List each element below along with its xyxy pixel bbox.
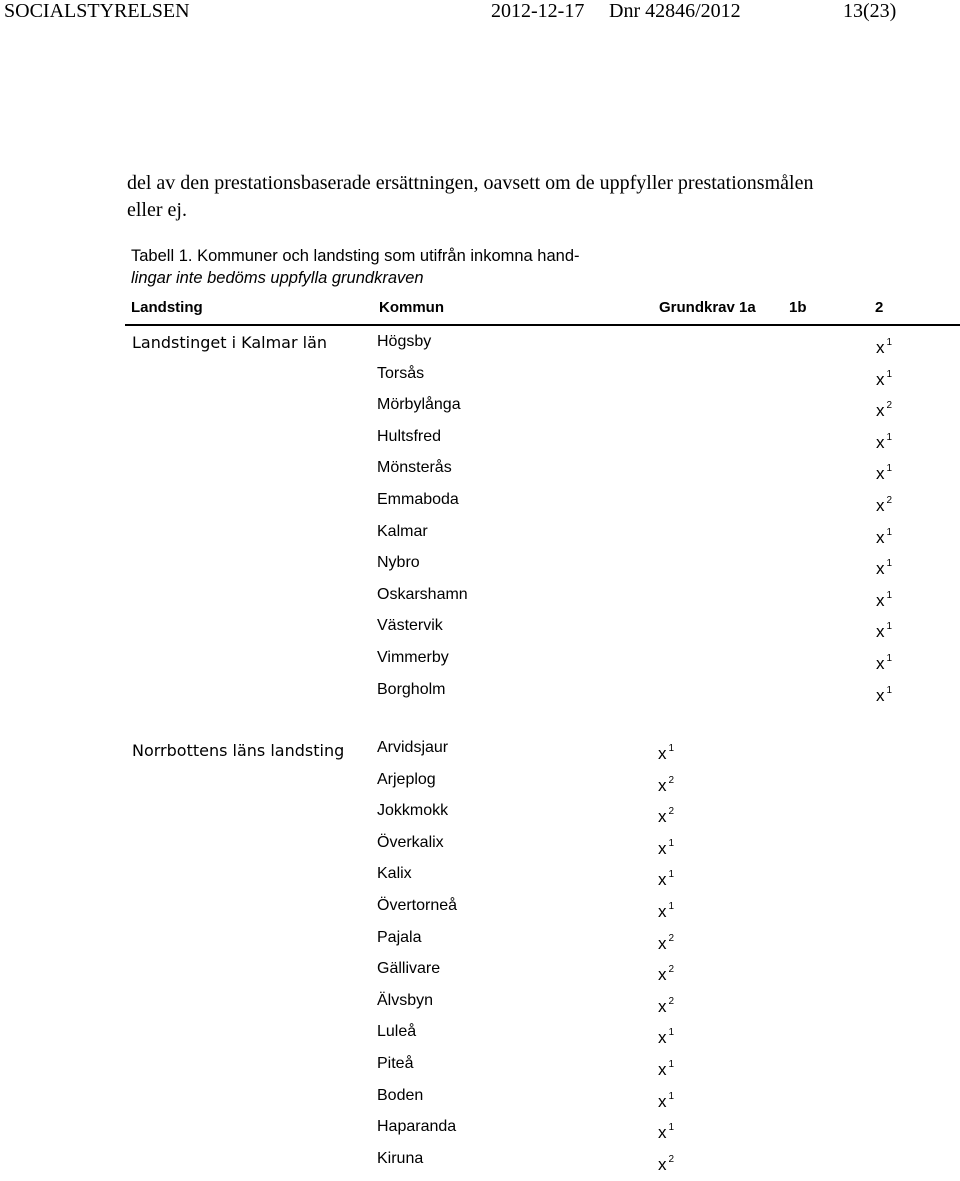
- mark-cell: [658, 775, 674, 796]
- table-row: [0, 865, 960, 897]
- mark-x: x: [876, 496, 885, 515]
- footnote-ref: 1: [886, 526, 893, 538]
- mark-x: x: [658, 807, 667, 827]
- mark-cell: [658, 964, 674, 985]
- mark-cell: [876, 495, 892, 516]
- kommun-cell: Kalmar: [377, 522, 428, 540]
- landsting-cell: Norrbottens läns landsting: [132, 741, 345, 760]
- landsting-cell: Landstinget i Kalmar län: [132, 333, 328, 352]
- kommun-cell: Arvidsjaur: [377, 739, 449, 756]
- mark-cell: [658, 1059, 674, 1080]
- kommun-cell: Jokkmokk: [377, 802, 449, 820]
- kommun-cell: Nybro: [377, 554, 420, 572]
- mark-x: x: [876, 527, 885, 547]
- table-row: [0, 1055, 960, 1087]
- caption-label: Tabell 1.: [131, 247, 193, 265]
- table-caption: [131, 245, 731, 289]
- footnote-ref: 1: [886, 368, 893, 380]
- table-row: [0, 1118, 960, 1150]
- mark-x: x: [876, 464, 885, 484]
- footnote-ref: 2: [668, 774, 675, 786]
- mark-cell: [658, 901, 674, 922]
- table-row: [0, 523, 960, 555]
- column-header-landsting: Landsting: [131, 299, 203, 316]
- mark-cell: [876, 400, 892, 421]
- table-row: [0, 333, 960, 365]
- table-header: [125, 296, 960, 326]
- mark-x: x: [876, 654, 885, 673]
- mark-x: x: [658, 902, 667, 921]
- kommun-cell: Luleå: [377, 1023, 417, 1041]
- table-row: [0, 1150, 960, 1181]
- table-row: [0, 771, 960, 803]
- kommun-cell: Högsby: [377, 333, 432, 350]
- table-row: [0, 491, 960, 523]
- table-row: [0, 396, 960, 428]
- footnote-ref: 1: [668, 743, 675, 754]
- table-row: [0, 1087, 960, 1119]
- mark-cell: [876, 653, 892, 674]
- mark-x: x: [876, 590, 885, 610]
- table-row: [0, 897, 960, 929]
- mark-x: x: [658, 933, 667, 953]
- footnote-ref: 2: [668, 932, 675, 944]
- footnote-ref: 1: [886, 431, 893, 443]
- kommun-cell: Borgholm: [377, 680, 446, 698]
- footnote-ref: 2: [886, 400, 893, 412]
- column-header-kommun: Kommun: [379, 299, 444, 316]
- mark-cell: [876, 685, 892, 706]
- kommun-cell: Pajala: [377, 928, 422, 946]
- table-row: [0, 617, 960, 649]
- footnote-ref: 1: [668, 869, 675, 881]
- header-org: SOCIALSTYRELSEN: [4, 0, 190, 22]
- footnote-ref: 2: [668, 1153, 675, 1165]
- kommun-cell: Övertorneå: [377, 897, 458, 914]
- mark-x: x: [658, 1060, 667, 1079]
- kommun-cell: Mörbylånga: [377, 396, 461, 414]
- mark-cell: [658, 1122, 674, 1143]
- kommun-cell: Hultsfred: [377, 427, 442, 445]
- mark-x: x: [876, 622, 885, 642]
- table-row: [0, 649, 960, 681]
- footnote-ref: 2: [886, 495, 893, 506]
- table-row: [0, 428, 960, 460]
- footnote-ref: 2: [668, 995, 675, 1007]
- mark-x: x: [876, 369, 885, 389]
- mark-cell: [876, 463, 892, 484]
- footnote-ref: 1: [668, 837, 675, 849]
- table-row: [0, 929, 960, 961]
- footnote-ref: 1: [668, 1059, 675, 1070]
- mark-cell: [658, 1154, 674, 1175]
- mark-cell: [658, 933, 674, 954]
- header-page: 13(23): [843, 0, 897, 22]
- footnote-ref: 1: [886, 589, 893, 601]
- mark-x: x: [876, 559, 885, 579]
- footnote-ref: 1: [668, 1122, 675, 1134]
- mark-cell: [876, 527, 892, 548]
- column-header-2: 2: [875, 299, 884, 316]
- kommun-cell: Haparanda: [377, 1118, 457, 1136]
- mark-cell: [658, 996, 674, 1017]
- kommun-cell: Torsås: [377, 364, 425, 382]
- kommun-cell: Kiruna: [377, 1149, 424, 1167]
- mark-x: x: [658, 775, 667, 795]
- caption-text-line1: Kommuner och landsting som utifrån inkomna hand-: [197, 247, 580, 265]
- mark-cell: [658, 838, 674, 859]
- mark-cell: [876, 337, 892, 358]
- kommun-cell: Västervik: [377, 617, 443, 635]
- table-row: [0, 992, 960, 1024]
- kommun-cell: Vimmerby: [377, 649, 449, 666]
- table-row: [0, 739, 960, 771]
- mark-x: x: [658, 838, 667, 858]
- kommun-cell: Mönsterås: [377, 459, 452, 477]
- footnote-ref: 1: [886, 653, 893, 664]
- mark-cell: [658, 806, 674, 827]
- table-row: [0, 365, 960, 397]
- page-header: [0, 0, 960, 26]
- kommun-cell: Älvsbyn: [377, 991, 434, 1009]
- kommun-cell: Överkalix: [377, 833, 444, 851]
- kommun-cell: Emmaboda: [377, 491, 459, 508]
- column-header-grundkrav-1a: Grundkrav 1a: [659, 299, 756, 316]
- footnote-ref: 1: [886, 684, 893, 696]
- table-row: [0, 586, 960, 618]
- mark-cell: [658, 743, 674, 764]
- footnote-ref: 2: [668, 964, 675, 976]
- footnote-ref: 1: [668, 1090, 675, 1102]
- column-header-1b: 1b: [789, 299, 807, 316]
- table-row: [0, 554, 960, 586]
- mark-cell: [876, 369, 892, 390]
- table-row: [0, 681, 960, 713]
- table-row: [0, 960, 960, 992]
- kommun-cell: Piteå: [377, 1055, 414, 1072]
- kommun-cell: Gällivare: [377, 960, 441, 978]
- table-row: [0, 1023, 960, 1055]
- intro-paragraph: del av den prestationsbaserade ersättningen, oavsett om de uppfyller prestationsmålen eller ej.: [127, 172, 814, 221]
- header-dnr: Dnr 42846/2012: [609, 0, 741, 22]
- mark-cell: [876, 432, 892, 453]
- mark-x: x: [876, 338, 885, 357]
- footnote-ref: 1: [886, 337, 893, 348]
- mark-cell: [876, 621, 892, 642]
- footnote-ref: 2: [668, 806, 675, 818]
- mark-cell: [658, 1091, 674, 1112]
- mark-x: x: [658, 1154, 667, 1174]
- mark-x: x: [876, 401, 885, 421]
- table-row: [0, 834, 960, 866]
- footnote-ref: 1: [886, 463, 893, 475]
- mark-x: x: [876, 432, 885, 452]
- mark-x: x: [876, 685, 885, 705]
- caption-text-line2: lingar inte bedöms uppfylla grundkraven: [131, 269, 424, 287]
- mark-x: x: [658, 1123, 667, 1143]
- mark-cell: [876, 590, 892, 611]
- table-row: [0, 459, 960, 491]
- kommun-cell: Oskarshamn: [377, 585, 468, 603]
- footnote-ref: 1: [886, 621, 893, 633]
- mark-cell: [658, 869, 674, 890]
- header-date: 2012-12-17: [491, 0, 585, 22]
- kommun-cell: Boden: [377, 1086, 424, 1104]
- kommun-cell: Arjeplog: [377, 770, 436, 788]
- mark-x: x: [658, 965, 667, 985]
- mark-x: x: [658, 744, 667, 763]
- kommun-cell: Kalix: [377, 865, 412, 883]
- footnote-ref: 1: [668, 1027, 675, 1039]
- footnote-ref: 1: [886, 558, 893, 570]
- mark-x: x: [658, 1091, 667, 1111]
- table-row: [0, 802, 960, 834]
- mark-x: x: [658, 1028, 667, 1048]
- mark-cell: [658, 1027, 674, 1048]
- footnote-ref: 1: [668, 901, 675, 912]
- mark-x: x: [658, 996, 667, 1016]
- mark-x: x: [658, 870, 667, 890]
- mark-cell: [876, 558, 892, 579]
